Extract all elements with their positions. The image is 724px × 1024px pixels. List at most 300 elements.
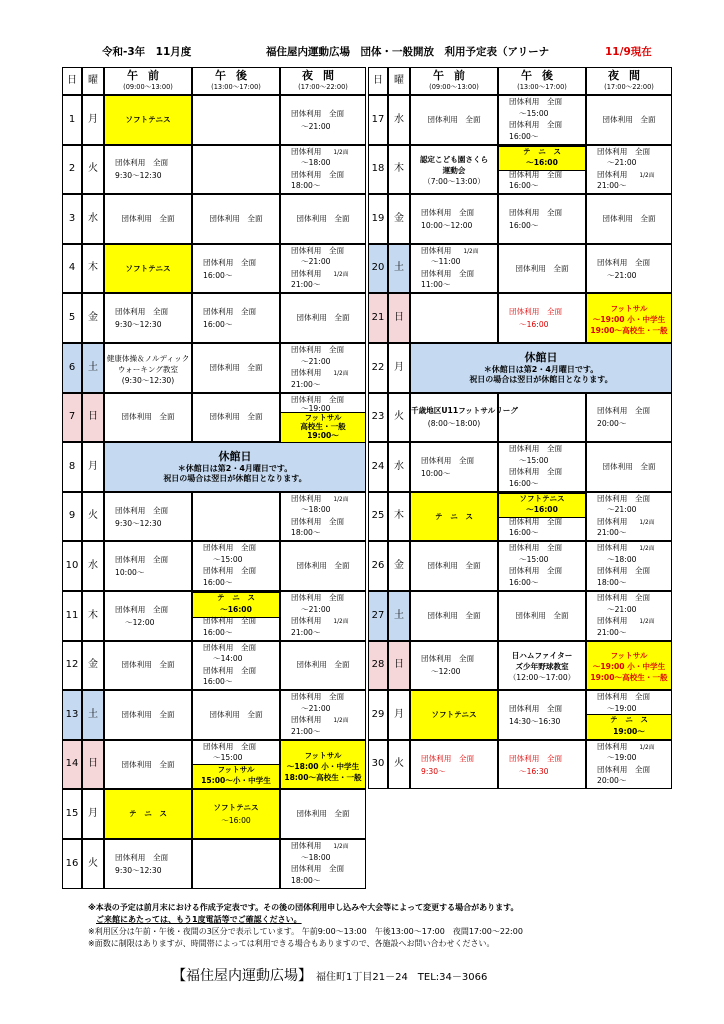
slot-line [291, 181, 320, 190]
day-number: 19 [368, 194, 388, 244]
half-court-badge: 1/2面 [333, 371, 349, 377]
slot-line [301, 605, 330, 614]
slot-line [499, 651, 585, 660]
slot-line [105, 264, 191, 273]
slot-line [411, 512, 497, 521]
slot-line [281, 751, 365, 760]
slot-line [115, 171, 162, 180]
header-pm-time: (13:00～17:00) [517, 82, 567, 91]
day-of-week: 水 [388, 442, 410, 492]
slot-line-text: 団体利用 全面 [296, 561, 350, 571]
slot-am [104, 343, 192, 393]
slot-line [105, 710, 191, 719]
slot-line-text: 20:00～ [597, 419, 627, 429]
slot-line-text: 16:00～ [203, 677, 233, 687]
slot-line-text: 10:00～ [421, 468, 451, 478]
slot-night [280, 591, 366, 641]
slot-line [587, 673, 671, 682]
slot-line [203, 677, 232, 686]
slot-line [431, 667, 460, 676]
slot-am [104, 95, 192, 145]
slot-line [105, 412, 191, 421]
day-number: 11 [62, 591, 82, 641]
slot-line-text: 21:00～ [597, 528, 627, 538]
slot-line [301, 158, 330, 167]
slot-line [291, 715, 349, 725]
day-of-week: 火 [82, 145, 104, 195]
slot-line-text: 18:00～高校生・一般 [284, 772, 362, 782]
slot-am [410, 145, 498, 195]
day-of-week: 土 [388, 244, 410, 294]
slot-line [499, 611, 585, 620]
closed-note-2: 祝日の場合は翌日が休館日となります。 [469, 374, 613, 384]
slot-pm [192, 641, 280, 691]
day-number: 27 [368, 591, 388, 641]
day-number: 13 [62, 690, 82, 740]
slot-line [411, 166, 497, 175]
slot-line-text: ～16:30 [519, 766, 549, 776]
header-night-time: (17:00～22:00) [604, 82, 654, 91]
slot-line [587, 662, 671, 671]
footer [172, 965, 487, 985]
slot-line-text: 団体利用 全面 [509, 207, 563, 217]
slot-line [509, 578, 538, 587]
day-of-week: 日 [82, 740, 104, 790]
slot-line-text: 団体利用 全面 [597, 146, 651, 156]
slot-pm [498, 145, 586, 195]
slot-line-text: 21:00～ [291, 627, 321, 637]
header-am-time: (09:00～13:00) [123, 82, 173, 91]
note-4: ※面数に制限はありますが、時間帯によっては利用できる場合もありますので、各施設へお問い合わせください。 [88, 939, 495, 948]
slot-line-text: ～21:00 [301, 604, 331, 614]
slot-line [411, 115, 497, 124]
slot-line-text: ～19:00 [607, 753, 637, 763]
slot-line-text: ソフトテニス [431, 709, 477, 719]
slot-line [203, 543, 256, 552]
slot-am [410, 244, 498, 294]
slot-line [597, 258, 650, 267]
day-number: 12 [62, 641, 82, 691]
slot-line-text: 団体利用 全面 [291, 108, 345, 118]
slot-am [410, 541, 498, 591]
slot-am [104, 145, 192, 195]
slot-pm [192, 343, 280, 393]
slot-line [291, 280, 320, 289]
slot-line [291, 528, 320, 537]
day-of-week: 土 [388, 591, 410, 641]
slot-line [587, 727, 671, 736]
slot-line-text: ～21:00 [301, 121, 331, 131]
slot-line [421, 469, 450, 478]
slot-line [597, 517, 655, 527]
day-of-week: 土 [82, 343, 104, 393]
slot-line [301, 357, 330, 366]
slot-line-text: ソフトテニス [125, 263, 171, 273]
day-of-week: 火 [82, 839, 104, 889]
slot-line-text: 16:00～ [509, 220, 539, 230]
day-number: 24 [368, 442, 388, 492]
slot-line [597, 593, 650, 602]
slot-line [291, 876, 320, 885]
slot-line-text: ～18:00 [301, 505, 331, 515]
slot-line-text: 団体利用 全面 [509, 120, 563, 129]
slot-line [105, 809, 191, 818]
slot-am [410, 591, 498, 641]
slot-line-text: 団体利用 [291, 268, 322, 278]
day-of-week: 火 [388, 740, 410, 790]
slot-line-text: (9:30～12:30) [121, 375, 175, 385]
slot-line [115, 605, 168, 614]
slot-line-text: （12:00～17:00） [508, 673, 576, 683]
slot-line [597, 776, 626, 785]
slot-line [411, 561, 497, 570]
slot-line-text: 団体利用 全面 [115, 852, 169, 862]
slot-line [509, 754, 562, 763]
slot-line [281, 773, 365, 782]
slot-line [421, 221, 472, 230]
slot-pm [498, 293, 586, 343]
day-number: 16 [62, 839, 82, 889]
slot-line-text: フットサル [610, 651, 648, 661]
day-of-week: 日 [388, 641, 410, 691]
header-am [410, 67, 498, 95]
day-number: 21 [368, 293, 388, 343]
day-number: 8 [62, 442, 82, 492]
day-of-week: 月 [82, 95, 104, 145]
slot-line-text: 9:30～12:30 [115, 865, 162, 875]
slot-line-text: 団体利用 [597, 741, 628, 751]
day-number: 9 [62, 492, 82, 542]
slot-pm [192, 740, 280, 790]
day-number: 30 [368, 740, 388, 790]
slot-line-text: 団体利用 全面 [509, 703, 563, 713]
slot-line-text: 団体利用 全面 [291, 394, 345, 404]
slot-line [411, 710, 497, 719]
slot-line [607, 555, 636, 564]
slot-line-text: ～16:00 [526, 158, 558, 168]
slot-pm [498, 690, 586, 740]
slot-line [213, 654, 242, 663]
slot-line-text: 14:30～16:30 [509, 716, 561, 726]
slot-line-text: 16:00～ [509, 478, 539, 488]
header-night [280, 67, 366, 95]
day-of-week: 木 [388, 492, 410, 542]
slot-pm [192, 591, 280, 641]
slot-line [421, 280, 450, 289]
slot-line-text: 運動会 [442, 166, 466, 176]
slot-pm [498, 641, 586, 691]
day-of-week: 月 [388, 690, 410, 740]
slot-am [104, 293, 192, 343]
slot-line-text: 10:00～12:00 [421, 220, 473, 230]
slot-night [586, 244, 672, 294]
slot-line [291, 246, 344, 255]
day-of-week: 日 [82, 393, 104, 443]
slot-line-text: フットサル [304, 412, 342, 422]
slot-line-text: 16:00～ [509, 131, 539, 141]
title-facility: 福住屋内運動広場 団体・一般開放 利用予定表（アリーナ [266, 46, 550, 58]
header-night-label: 夜間 [608, 69, 650, 82]
slot-night [586, 293, 672, 343]
header-day: 日 [368, 67, 388, 95]
slot-line [587, 715, 671, 724]
slot-pm [498, 740, 586, 790]
slot-line-text: 団体利用 全面 [597, 593, 651, 602]
slot-am [104, 789, 192, 839]
slot-line-text: 団体利用 全面 [509, 169, 563, 179]
slot-line-text: ～15:00 [213, 554, 243, 564]
slot-night [586, 591, 672, 641]
slot-line [607, 271, 636, 280]
slot-line [509, 704, 562, 713]
header-am-label: 午前 [433, 69, 475, 82]
slot-line-text: 団体利用 全面 [421, 455, 475, 465]
slot-night [280, 95, 366, 145]
half-court-badge: 1/2面 [333, 149, 349, 156]
slot-line-text: フットサル [217, 764, 255, 774]
slot-line [115, 307, 168, 316]
slot-line-text: 団体利用 全面 [291, 245, 345, 255]
slot-line-text: 団体利用 全面 [115, 505, 169, 515]
slot-line [597, 543, 655, 553]
slot-line [421, 754, 474, 763]
day-number: 25 [368, 492, 388, 542]
slot-line-text: 21:00～ [597, 627, 627, 637]
slot-line-text: 20:00～ [597, 776, 627, 786]
slot-line-text: 団体利用 全面 [115, 604, 169, 614]
slot-pm [192, 293, 280, 343]
slot-line [509, 566, 562, 575]
slot-line-text: 団体利用 全面 [291, 345, 345, 354]
slot-line [519, 555, 548, 564]
slot-line-text: ソフトテニス [125, 114, 171, 124]
slot-pm [498, 541, 586, 591]
slot-line [421, 456, 474, 465]
half-court-badge: 1/2面 [333, 619, 349, 625]
slot-pm [498, 591, 586, 641]
slot-line-text: 団体利用 全面 [509, 753, 563, 763]
note-2: ご来館にあたっては、もう1度電話等でご確認ください。 [96, 915, 302, 924]
slot-line-text: 団体利用 全面 [515, 610, 569, 620]
slot-line-text: 18:00～ [597, 577, 627, 587]
day-of-week: 金 [388, 194, 410, 244]
slot-line [291, 864, 344, 873]
slot-line [125, 618, 154, 627]
slot-line [301, 257, 330, 266]
slot-line-text: 団体利用 全面 [597, 764, 651, 774]
slot-pm [192, 194, 280, 244]
slot-am [104, 740, 192, 790]
slot-line [291, 368, 349, 378]
slot-line [509, 467, 562, 476]
slot-line [587, 115, 671, 124]
slot-line-text: フットサル [610, 304, 648, 314]
half-court-badge: 1/2面 [333, 271, 349, 278]
closed-title: 休館日 [218, 450, 252, 464]
slot-line-text: ～11:00 [431, 257, 461, 267]
slot-line [499, 147, 585, 156]
slot-line-text: 団体利用 全面 [291, 169, 345, 179]
slot-line-text: ～18:00 [607, 554, 637, 564]
slot-line-text: 団体利用 [421, 245, 452, 255]
slot-line-text: ソフトテニス [519, 493, 565, 503]
slot-line-text: 団体利用 全面 [602, 461, 656, 471]
slot-pm [192, 244, 280, 294]
slot-line-text: 団体利用 [597, 543, 628, 553]
slot-pm [498, 492, 586, 542]
slot-line [115, 158, 168, 167]
slot-line-text: 団体利用 [597, 516, 628, 526]
slot-line-text: ～15:00 [519, 455, 549, 465]
slot-line [509, 479, 538, 488]
slot-line-text: 団体利用 全面 [509, 543, 563, 553]
half-court-badge: 1/2面 [333, 718, 349, 725]
slot-line-text: 団体利用 全面 [597, 257, 651, 267]
day-number: 20 [368, 244, 388, 294]
slot-line-text: 団体利用 全面 [291, 516, 345, 526]
slot-line [291, 170, 344, 179]
slot-line-text: 21:00～ [597, 181, 627, 191]
slot-line [499, 662, 585, 671]
slot-line-text: 16:00～ [509, 528, 539, 538]
slot-line [509, 132, 538, 141]
slot-line [597, 692, 650, 701]
slot-line [105, 376, 191, 385]
slot-line-text: 団体利用 [597, 616, 628, 625]
slot-line [509, 307, 562, 316]
slot-line [203, 742, 256, 751]
slot-line [509, 181, 538, 190]
slot-am [410, 194, 498, 244]
slot-line-text: 団体利用 全面 [203, 741, 257, 751]
slot-line [203, 271, 232, 280]
day-of-week: 日 [388, 293, 410, 343]
page-title [60, 44, 700, 64]
slot-night [280, 690, 366, 740]
day-of-week: 金 [82, 641, 104, 691]
slot-line-text: 団体利用 全面 [291, 593, 345, 602]
slot-line [291, 147, 349, 157]
slot-line-text: 団体利用 全面 [509, 307, 563, 317]
slot-line-text: 団体利用 全面 [597, 406, 651, 416]
slot-line-text: 団体利用 全面 [509, 444, 563, 454]
slot-line-text: 9:30～12:30 [115, 320, 162, 330]
slot-line [411, 419, 497, 428]
header-pm-label: 午後 [521, 69, 563, 82]
header-night [586, 67, 672, 95]
slot-line-text: ～16:00 [526, 505, 558, 515]
slot-pm [192, 95, 280, 145]
half-court-badge: 1/2面 [463, 248, 479, 255]
slot-line [587, 304, 671, 313]
slot-line-text: フットサル [304, 750, 342, 760]
day-of-week: 月 [82, 789, 104, 839]
slot-night [280, 641, 366, 691]
slot-line-text: 団体利用 全面 [291, 864, 345, 873]
slot-line-text: ～21:00 [607, 270, 637, 280]
slot-line [193, 816, 279, 825]
slot-line-text: 認定こども園さくら [419, 155, 489, 165]
slot-line [421, 246, 479, 256]
half-court-badge: 1/2面 [639, 619, 655, 625]
slot-pm [498, 244, 586, 294]
header-pm [192, 67, 280, 95]
slot-night [280, 194, 366, 244]
slot-night [586, 145, 672, 195]
closed-note-1: ＊休館日は第2・4月曜日です。 [483, 364, 599, 374]
slot-line [587, 651, 671, 660]
day-number: 26 [368, 541, 388, 591]
slot-am [104, 641, 192, 691]
slot-line-text: ～15:00 [519, 554, 549, 564]
slot-line [115, 568, 144, 577]
header-dow: 曜 [82, 67, 104, 95]
slot-am [410, 690, 498, 740]
half-court-badge: 1/2面 [639, 519, 655, 526]
slot-line [587, 462, 671, 471]
slot-line-text: 19:00～高校生・一般 [590, 673, 668, 683]
slot-line [519, 456, 548, 465]
slot-am [104, 194, 192, 244]
day-number: 22 [368, 343, 388, 393]
slot-night [586, 194, 672, 244]
slot-line-text: 団体利用 全面 [427, 561, 481, 571]
slot-line-text: 団体利用 全面 [509, 516, 563, 526]
slot-line [203, 258, 256, 267]
slot-line [193, 605, 279, 614]
slot-line-text: 18:00～ [291, 528, 321, 538]
day-of-week: 水 [82, 541, 104, 591]
day-of-week: 水 [388, 95, 410, 145]
slot-line [597, 494, 650, 503]
slot-line-text: 団体利用 全面 [209, 412, 263, 422]
slot-line-text: ～21:00 [301, 356, 331, 366]
slot-line-text: 団体利用 全面 [115, 158, 169, 168]
day-of-week: 土 [82, 690, 104, 740]
slot-line-text: 団体利用 全面 [421, 207, 475, 217]
slot-line [281, 660, 365, 669]
header-pm [498, 67, 586, 95]
slot-line [291, 616, 349, 626]
day-of-week: 木 [82, 244, 104, 294]
slot-line-text: 団体利用 全面 [203, 257, 257, 267]
half-court-badge: 1/2面 [639, 546, 655, 553]
slot-line [291, 841, 349, 851]
day-of-week: 月 [82, 442, 104, 492]
day-number: 15 [62, 789, 82, 839]
slot-line-text: 団体利用 全面 [509, 566, 563, 576]
slot-line [597, 419, 626, 428]
slot-line-text: 団体利用 全面 [121, 660, 175, 670]
slot-line [519, 109, 548, 118]
slot-line [421, 269, 474, 278]
slot-line [587, 315, 671, 324]
slot-night [280, 541, 366, 591]
slot-line-text: ～19:00 小・中学生 [592, 315, 666, 325]
slot-line-text: 団体利用 全面 [597, 692, 651, 702]
slot-line-text: 団体利用 全面 [121, 412, 175, 422]
slot-line-text: (8:00～18:00) [427, 419, 481, 429]
closed-note-1: ＊休館日は第2・4月曜日です。 [177, 463, 293, 473]
slot-night [280, 393, 366, 443]
slot-line-text: 団体利用 全面 [296, 660, 350, 670]
day-of-week: 水 [82, 194, 104, 244]
day-of-week: 火 [388, 393, 410, 443]
slot-line-text: 21:00～ [291, 379, 321, 389]
slot-line-text: ウォーキング教室 [117, 364, 179, 374]
slot-line-text: 19:00～高校生・一般 [590, 326, 668, 336]
slot-line [291, 494, 349, 504]
